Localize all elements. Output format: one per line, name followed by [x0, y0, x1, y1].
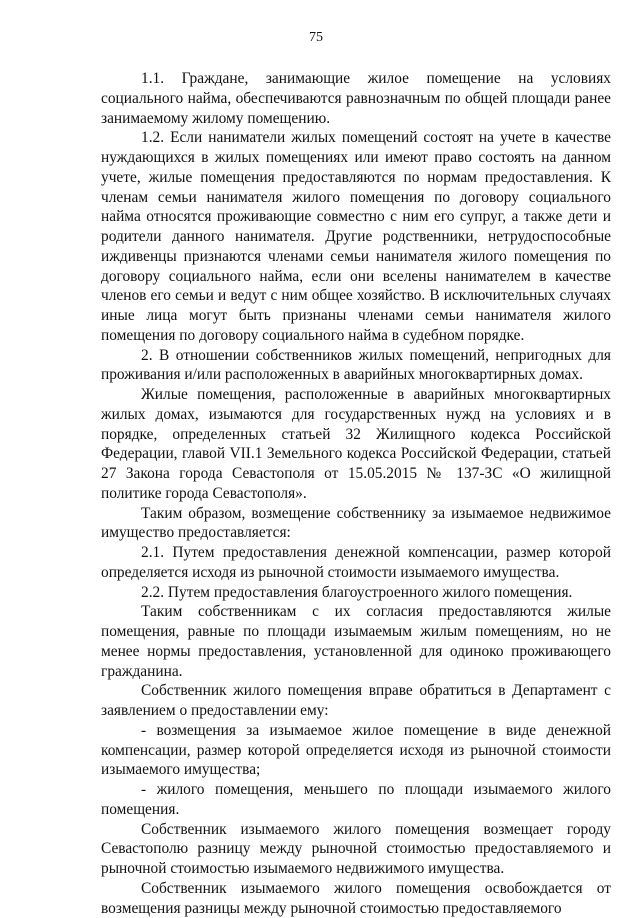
paragraph-1-2: 1.2. Если наниматели жилых помещений состоят на учете в качестве нуждающихся в жилых помещениях или имеют право состоять на данном учете, жилые помещения предоставляются по нормам предоставления. К членам семьи нанимателя жилого помещения по договору социального найма относятся проживающие совместно с ним его супруг, а также дети и родители данного нанимателя. Другие родственники, нетрудоспособные иждивенцы признаются членами семьи нанимателя жилого помещения по договору социального найма, если они вселены нанимателем в качестве членов его семьи и ведут с ним общее хозяйство. В исключительных случаях иные лица могут быть признаны членами семьи нанимателя жилого помещения по договору социального найма в судебном порядке. — [101, 129, 611, 344]
paragraph-1-1: 1.1. Граждане, занимающие жилое помещение на условиях социального найма, обеспечиваются равнозначным по общей площади ранее занимаемому жилому помещению. — [101, 70, 611, 127]
paragraph-owner-reimburses: Собственник изымаемого жилого помещения возмещает городу Севастополю разницу между рыночной стоимостью предоставляемого и рыночной стоимостью изымаемого недвижимого имущества. — [101, 820, 611, 877]
paragraph-owners-consent: Таким собственникам с их согласия предоставляются жилые помещения, равные по площади изымаемым жилым помещениям, но не менее нормы предоставления, установленной для одиноко проживающего гражданина. — [101, 603, 611, 680]
paragraph-owner-exempt: Собственник изымаемого жилого помещения освобождается от возмещения разницы между рыночной стоимостью предоставляемого — [101, 879, 611, 917]
page-number: 75 — [309, 30, 323, 45]
paragraph-emergency-housing: Жилые помещения, расположенные в аварийных многоквартирных жилых домах, изымаются для государственных нужд на условиях и в порядке, определенных статьей 32 Жилищного кодекса Российской Федерации, главой VII.1 Земельного кодекса Российской Федерации, статьей 27 Закона города Севастополя от 15.05.2015 № 137-ЗС «О жилищной политике города Севастополя». — [101, 386, 611, 502]
list-item-monetary-compensation: - возмещения за изымаемое жилое помещение в виде денежной компенсации, размер которой определяется исходя из рыночной стоимости изымаемого имущества; — [101, 721, 611, 779]
paragraph-2-1: 2.1. Путем предоставления денежной компенсации, размер которой определяется исходя из рыночной стоимости изымаемого имущества. — [101, 544, 611, 581]
list-item-smaller-premises: - жилого помещения, меньшего по площади изымаемого жилого помещения. — [101, 781, 611, 818]
paragraph-2-2: 2.2. Путем предоставления благоустроенного жилого помещения. — [141, 583, 573, 601]
document-body — [101, 69, 611, 918]
paragraph-compensation-intro: Таким образом, возмещение собственнику за изымаемое недвижимое имущество предоставляется: — [101, 504, 611, 542]
paragraph-2: 2. В отношении собственников жилых помещений, непригодных для проживания и/или расположенных в аварийных многоквартирных домах. — [101, 346, 611, 384]
paragraph-owner-application: Собственник жилого помещения вправе обратиться в Департамент с заявлением о предоставлении ему: — [101, 682, 611, 719]
